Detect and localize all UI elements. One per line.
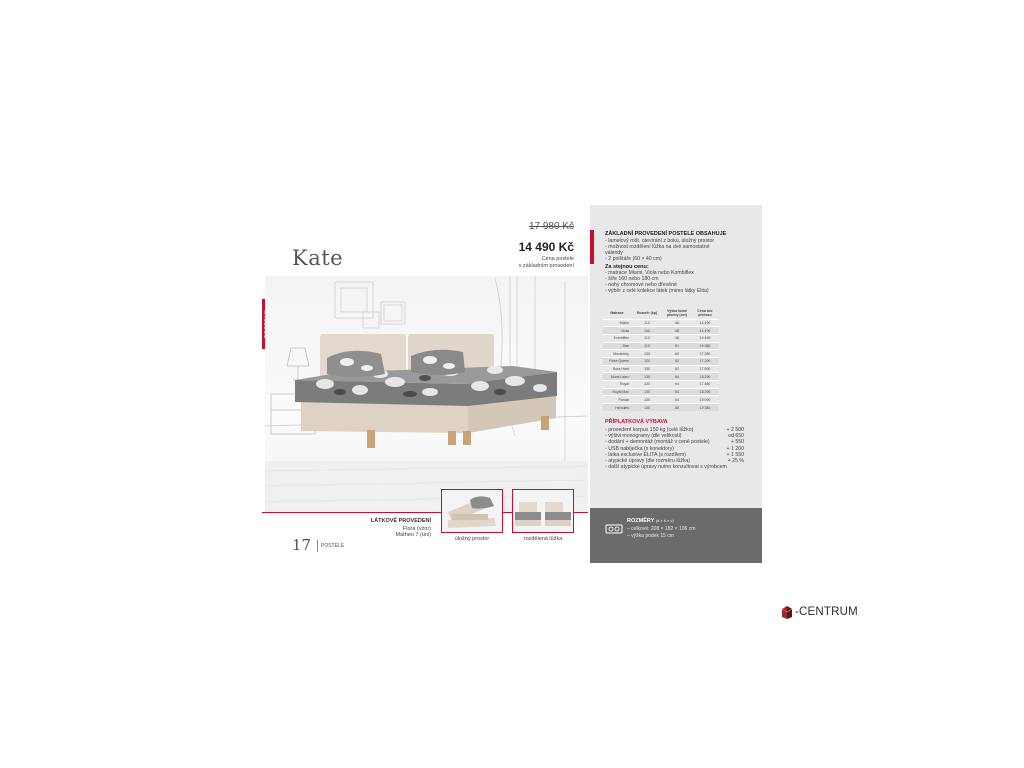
table-cell: 130 bbox=[631, 350, 663, 358]
option-item bbox=[605, 427, 744, 433]
table-cell: Pardar bbox=[603, 396, 631, 404]
option-label: ◦ další atypické úpravy nutno konzultovat s výrobcem bbox=[605, 464, 727, 471]
table-cell: Viola bbox=[603, 327, 631, 335]
dimensions-panel bbox=[590, 508, 762, 563]
dimensions-line: – celkové: 208 × 182 × 106 cm bbox=[627, 526, 696, 532]
table-cell: 48 bbox=[663, 327, 691, 335]
old-price: 17 980 Kč bbox=[528, 221, 574, 232]
option-price: + 2 500 bbox=[726, 427, 744, 433]
option-price: + 1 550 bbox=[726, 451, 744, 458]
page-section-label: POSTELE bbox=[321, 543, 345, 549]
table-cell: 130 bbox=[631, 373, 663, 381]
product-title: Kate bbox=[292, 246, 344, 270]
table-cell: 64 bbox=[663, 388, 691, 396]
table-cell: 130 bbox=[631, 396, 663, 404]
column-header: Matrace bbox=[610, 310, 624, 315]
table-cell: 110 bbox=[631, 319, 663, 327]
option-item bbox=[605, 458, 744, 464]
table-row bbox=[603, 350, 719, 358]
page-number-separator bbox=[317, 540, 318, 552]
spec-item: ◦ lamelový rošt, otevírání z boku, úložný prostor bbox=[605, 238, 715, 244]
table-cell: 17 480 bbox=[691, 381, 719, 389]
table-row bbox=[603, 327, 719, 335]
table-cell: 120 bbox=[631, 357, 663, 365]
option-label: ◦ látka exclusive ELITA (s rozdílem) bbox=[605, 451, 687, 458]
table-cell: Mona Latex bbox=[603, 373, 631, 381]
table-cell: 130 bbox=[631, 327, 663, 335]
option-item bbox=[605, 439, 744, 445]
spec-subheading: Za stejnou cenu: bbox=[605, 264, 649, 270]
table-cell: Star bbox=[603, 342, 631, 350]
table-cell: 110 bbox=[631, 342, 663, 350]
table-row bbox=[603, 404, 719, 412]
table-cell: 16 380 bbox=[691, 342, 719, 350]
column-header: Cena bez přehozu bbox=[697, 308, 713, 317]
table-row bbox=[603, 388, 719, 396]
table-row bbox=[603, 365, 719, 373]
logo-wordmark: CENTRUM bbox=[799, 606, 858, 618]
page-number: 17 bbox=[292, 536, 312, 554]
fabric-line: Flora (vzor) bbox=[402, 526, 431, 532]
table-cell: 130 bbox=[631, 388, 663, 396]
table-cell: Royal bbox=[603, 381, 631, 389]
price-note-line: Cena postele bbox=[541, 256, 574, 262]
table-cell: Rose Queen bbox=[603, 357, 631, 365]
table-cell: 51 bbox=[663, 342, 691, 350]
thumbnail-caption: rozdělená lůžka bbox=[523, 536, 563, 542]
table-header-row bbox=[603, 307, 719, 319]
option-item bbox=[605, 464, 744, 470]
table-cell: 18 290 bbox=[691, 373, 719, 381]
table-cell: 14 490 bbox=[691, 319, 719, 327]
table-cell: 14 490 bbox=[691, 334, 719, 342]
table-cell: 66 bbox=[663, 404, 691, 412]
option-item bbox=[605, 433, 744, 439]
dimensions-heading bbox=[627, 518, 674, 524]
option-price: + 1 200 bbox=[726, 445, 744, 452]
table-cell: 64 bbox=[663, 381, 691, 389]
table-row bbox=[603, 342, 719, 350]
table-row bbox=[603, 334, 719, 342]
table-cell: 14 490 bbox=[691, 327, 719, 335]
table-cell: Monterrey bbox=[603, 350, 631, 358]
dimensions-heading-unit: (d × š × v) bbox=[655, 518, 674, 523]
spec-subitem: ◦ nohy chromové nebo dřevěné bbox=[605, 282, 677, 288]
table-cell: 60 bbox=[663, 350, 691, 358]
option-label: ◦ USB nabíječka (s konektory) bbox=[605, 445, 675, 452]
table-cell: 46 bbox=[663, 334, 691, 342]
table-cell: Kombiflex bbox=[603, 334, 631, 342]
table-cell: 19 380 bbox=[691, 404, 719, 412]
table-cell: Miami bbox=[603, 319, 631, 327]
option-item bbox=[605, 446, 744, 452]
spec-subitem: ◦ šíře 160 nebo 180 cm bbox=[605, 276, 659, 282]
table-cell: 130 bbox=[631, 365, 663, 373]
option-label: ◦ atypické úpravy (dle rozměru lůžka) bbox=[605, 458, 691, 464]
spec-subitem: ◦ výběr z celé kolekce látek (mimo látky Elita) bbox=[605, 288, 709, 294]
spec-item: ◦ 2 polštáře (60 × 40 cm) bbox=[605, 256, 662, 262]
table-row bbox=[603, 381, 719, 389]
option-price: od 650 bbox=[728, 433, 744, 440]
thumbnail-split-beds[interactable] bbox=[512, 489, 574, 533]
product-photo bbox=[265, 276, 588, 512]
table-cell: Royal Max bbox=[603, 388, 631, 396]
spec-subitem: ◦ matrace Miami, Viola nebo Kombiflex bbox=[605, 270, 694, 276]
fabric-line: Matheo 7 (uni) bbox=[395, 532, 431, 538]
table-cell: 46 bbox=[663, 319, 691, 327]
accent-bar bbox=[590, 230, 594, 264]
spec-item: válendy bbox=[605, 250, 623, 256]
option-label: ◦ provedení korpus 150 kg (celé lůžko) bbox=[605, 427, 694, 433]
spec-heading: ZÁKLADNÍ PROVEDENÍ POSTELE OBSAHUJE bbox=[605, 231, 727, 237]
table-cell: 130 bbox=[631, 381, 663, 389]
price-note bbox=[494, 256, 574, 270]
thumbnail-caption: úložný prostor bbox=[454, 536, 490, 542]
options-heading: PŘÍPLATKOVÁ VÝBAVA bbox=[605, 419, 668, 425]
brand-logo[interactable] bbox=[781, 605, 861, 621]
dimensions-line: – výška podek 15 cm bbox=[627, 533, 674, 539]
table-cell: Bora Hard bbox=[603, 365, 631, 373]
table-cell: 62 bbox=[663, 357, 691, 365]
option-label: ◦ výšivi monogramy (dle velikosti) bbox=[605, 433, 682, 440]
table-cell: 17 890 bbox=[691, 365, 719, 373]
table-row bbox=[603, 373, 719, 381]
option-price: + 25 % bbox=[727, 458, 744, 464]
table-row bbox=[603, 357, 719, 365]
table-cell: 64 bbox=[663, 396, 691, 404]
column-header: Výška ložné plochy (cm) bbox=[666, 308, 688, 317]
table-cell: 18 290 bbox=[691, 388, 719, 396]
mattress-table bbox=[603, 307, 719, 411]
option-price: + 550 bbox=[730, 439, 744, 446]
dimensions-icon bbox=[605, 522, 623, 535]
logo-mark-icon bbox=[781, 606, 793, 619]
table-row bbox=[603, 319, 719, 327]
table-cell: 130 bbox=[631, 404, 663, 412]
table-cell: 17 290 bbox=[691, 357, 719, 365]
current-price: 14 490 Kč bbox=[518, 240, 574, 254]
column-header: Rozměr (kp) bbox=[636, 310, 658, 315]
price-note-line: v základním provedení bbox=[518, 263, 574, 269]
fabric-heading: LÁTKOVÉ PROVEDENÍ bbox=[370, 518, 431, 524]
dimensions-heading-text: ROZMĚRY bbox=[627, 518, 655, 524]
logo-text: -CENTRUM bbox=[795, 606, 858, 618]
table-cell: 110 bbox=[631, 334, 663, 342]
option-item bbox=[605, 452, 744, 458]
mattress-table-body bbox=[603, 319, 719, 411]
thumbnail-storage[interactable] bbox=[441, 489, 503, 533]
table-cell: 19 090 bbox=[691, 396, 719, 404]
table-cell: 64 bbox=[663, 373, 691, 381]
table-row bbox=[603, 396, 719, 404]
spec-item: ◦ možnost rozdělení lůžka na dvě samostatné bbox=[605, 244, 710, 250]
table-cell: 17 280 bbox=[691, 350, 719, 358]
table-cell: Hercules bbox=[603, 404, 631, 412]
option-label: ◦ dodání + demontáž (montáž v ceně postele) bbox=[605, 439, 710, 446]
table-cell: 62 bbox=[663, 365, 691, 373]
